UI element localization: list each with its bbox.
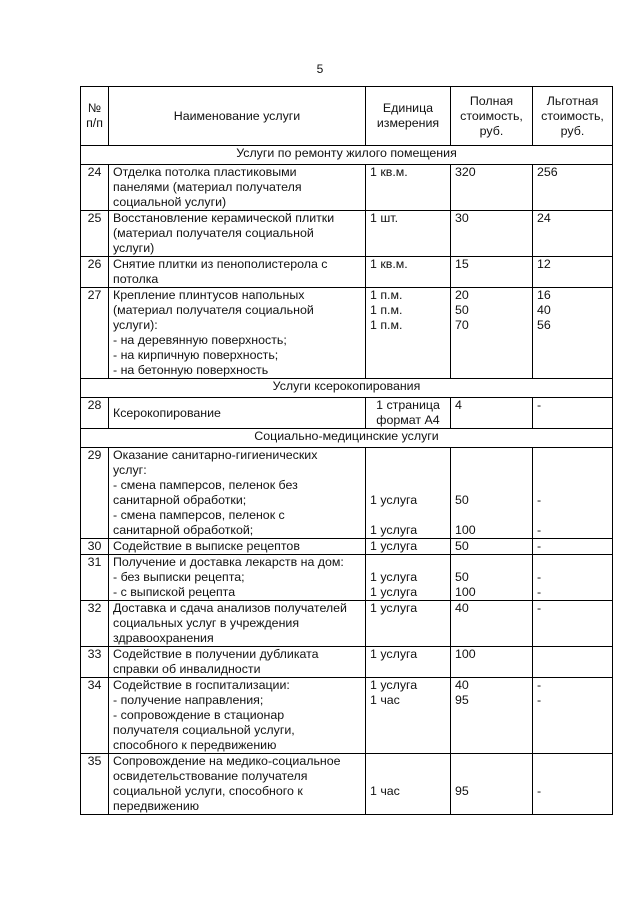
row-full-price: 320	[451, 165, 533, 211]
row-full-price: 100	[451, 647, 533, 678]
row-unit: 1 шт.	[366, 211, 451, 257]
row-discount-price: - -	[533, 448, 613, 539]
row-num: 31	[81, 555, 109, 601]
table-row	[81, 539, 613, 555]
row-unit: 1 услуга	[366, 601, 451, 647]
row-discount-price: 16 40 56	[533, 288, 613, 379]
table-row	[81, 754, 613, 815]
row-service-name: Крепление плинтусов напольных (материал получателя социальной услуги): - на деревянную поверхность; - на кирпичную поверхность; - на бетонную поверхность	[109, 288, 366, 379]
row-discount-price	[533, 647, 613, 678]
table-row	[81, 555, 613, 601]
row-discount-price: -	[533, 754, 613, 815]
row-service-name: Содействие в получении дубликата справки об инвалидности	[109, 647, 366, 678]
row-discount-price: - -	[533, 555, 613, 601]
table-row	[81, 678, 613, 754]
row-num: 32	[81, 601, 109, 647]
row-service-name: Доставка и сдача анализов получателей социальных услуг в учреждения здравоохранения	[109, 601, 366, 647]
row-unit: 1 услуга	[366, 647, 451, 678]
row-full-price: 30	[451, 211, 533, 257]
row-full-price: 40	[451, 601, 533, 647]
row-service-name: Снятие плитки из пенополистерола с потолка	[109, 257, 366, 288]
row-discount-price: 24	[533, 211, 613, 257]
row-num: 24	[81, 165, 109, 211]
row-unit: 1 услуга 1 услуга	[366, 555, 451, 601]
row-discount-price: - -	[533, 678, 613, 754]
row-service-name: Оказание санитарно-гигиенических услуг: - смена памперсов, пеленок без санитарной обработки; - смена памперсов, пеленок с санитарной обработкой;	[109, 448, 366, 539]
row-num: 26	[81, 257, 109, 288]
table-body	[81, 146, 613, 815]
row-service-name: Сопровождение на медико-социальное освидетельствование получателя социальной услуги, способного к передвижению	[109, 754, 366, 815]
row-num: 30	[81, 539, 109, 555]
row-num: 27	[81, 288, 109, 379]
row-unit: 1 страница формат А4	[366, 398, 451, 429]
row-service-name: Содействие в госпитализации: - получение направления; - сопровождение в стационар получателя социальной услуги, способного к передвижению	[109, 678, 366, 754]
row-full-price: 20 50 70	[451, 288, 533, 379]
row-unit: 1 п.м. 1 п.м. 1 п.м.	[366, 288, 451, 379]
table-row	[81, 601, 613, 647]
row-unit: 1 кв.м.	[366, 257, 451, 288]
section-row	[81, 146, 613, 165]
section-title: Социально-медицинские услуги	[81, 429, 613, 448]
row-unit: 1 услуга 1 услуга	[366, 448, 451, 539]
row-discount-price: 12	[533, 257, 613, 288]
row-full-price: 40 95	[451, 678, 533, 754]
row-num: 25	[81, 211, 109, 257]
row-unit: 1 услуга 1 час	[366, 678, 451, 754]
header-unit: Единица измерения	[366, 87, 451, 146]
row-service-name: Содействие в выписке рецептов	[109, 539, 366, 555]
row-service-name: Отделка потолка пластиковыми панелями (материал получателя социальной услуги)	[109, 165, 366, 211]
row-unit: 1 услуга	[366, 539, 451, 555]
row-num: 34	[81, 678, 109, 754]
row-num: 35	[81, 754, 109, 815]
row-discount-price: 256	[533, 165, 613, 211]
section-row	[81, 379, 613, 398]
page-number: 5	[316, 62, 324, 76]
row-full-price: 4	[451, 398, 533, 429]
header-name: Наименование услуги	[109, 87, 366, 146]
table-row	[81, 288, 613, 379]
table-row	[81, 257, 613, 288]
row-num: 28	[81, 398, 109, 429]
section-title: Услуги по ремонту жилого помещения	[81, 146, 613, 165]
header-num: № п/п	[81, 87, 109, 146]
table-row	[81, 647, 613, 678]
row-full-price: 50 100	[451, 448, 533, 539]
header-full-price: Полная стоимость, руб.	[451, 87, 533, 146]
row-full-price: 50	[451, 539, 533, 555]
table-row	[81, 211, 613, 257]
table-header-row	[81, 87, 613, 146]
table-row	[81, 165, 613, 211]
row-service-name: Получение и доставка лекарств на дом: - без выписки рецепта; - с выпиской рецепта	[109, 555, 366, 601]
row-full-price: 15	[451, 257, 533, 288]
header-discount-price: Льготная стоимость, руб.	[533, 87, 613, 146]
row-service-name: Восстановление керамической плитки (материал получателя социальной услуги)	[109, 211, 366, 257]
table-row	[81, 448, 613, 539]
row-unit: 1 час	[366, 754, 451, 815]
section-title: Услуги ксерокопирования	[81, 379, 613, 398]
row-discount-price: -	[533, 601, 613, 647]
row-full-price: 50 100	[451, 555, 533, 601]
row-full-price: 95	[451, 754, 533, 815]
row-num: 29	[81, 448, 109, 539]
section-row	[81, 429, 613, 448]
row-unit: 1 кв.м.	[366, 165, 451, 211]
table-row	[81, 398, 613, 429]
row-num: 33	[81, 647, 109, 678]
row-discount-price: -	[533, 398, 613, 429]
services-price-table	[80, 86, 613, 815]
row-discount-price: -	[533, 539, 613, 555]
row-service-name: Ксерокопирование	[109, 398, 366, 429]
